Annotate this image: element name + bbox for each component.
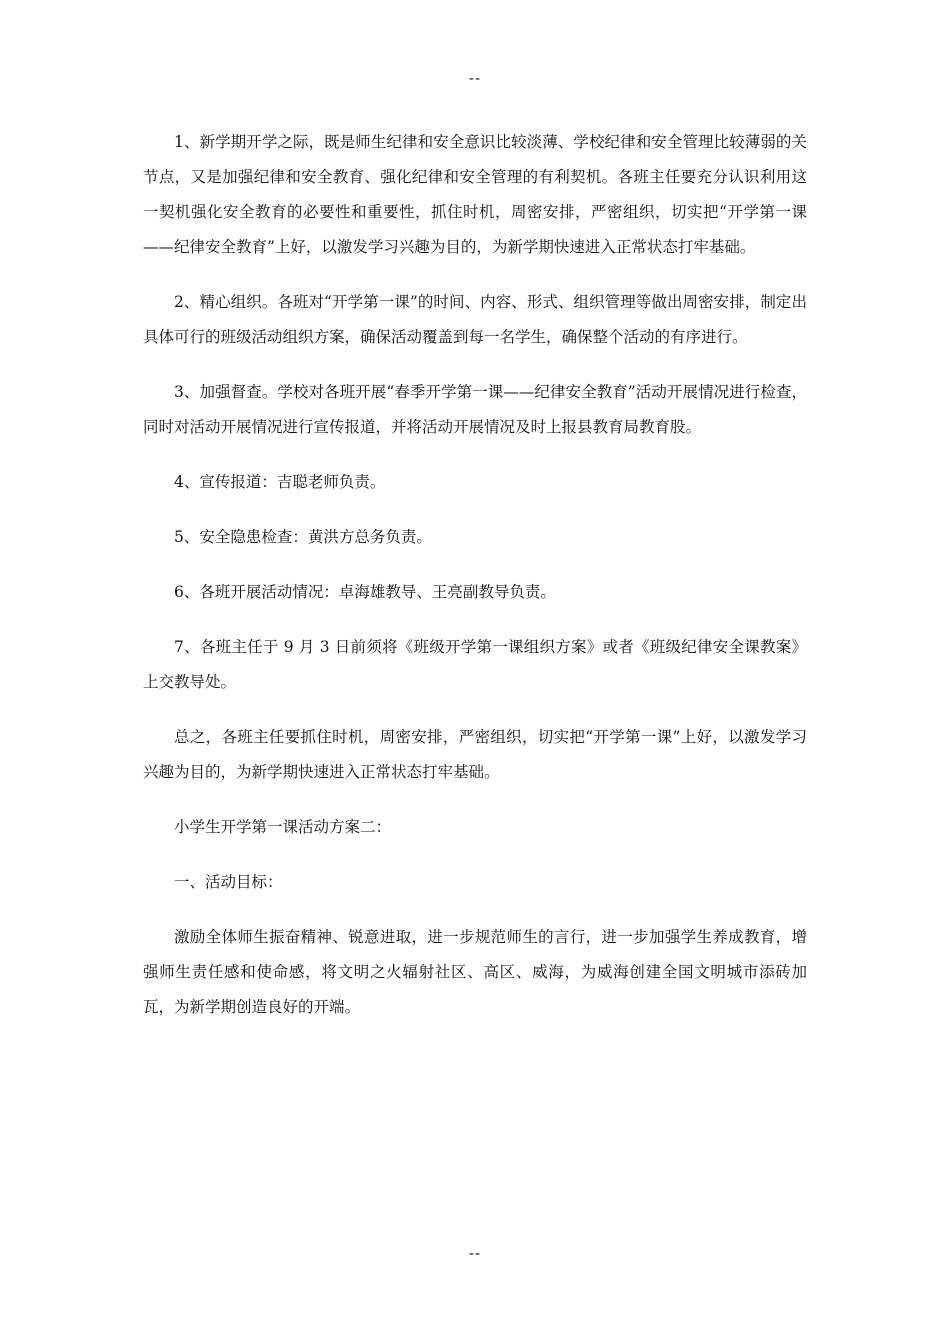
- subheading-activity-goals: 一、活动目标：: [174, 873, 283, 891]
- paragraph-item-7: 7、各班主任于 9 月 3 日前须将《班级开学第一课组织方案》或者《班级纪律安全课教案》上交教导处。: [143, 638, 807, 691]
- paragraph-item-2: 2、精心组织。各班对“开学第一课”的时间、内容、形式、组织管理等做出周密安排，制定出具体可行的班级活动组织方案，确保活动覆盖到每一名学生，确保整个活动的有序进行。: [143, 293, 807, 346]
- paragraph-item-3: 3、加强督查。学校对各班开展“春季开学第一课——纪律安全教育”活动开展情况进行检查，同时对活动开展情况进行宣传报道，并将活动开展情况及时上报县教育局教育股。: [143, 383, 807, 436]
- paragraph-item-4: 4、宣传报道：吉聪老师负责。: [174, 473, 386, 491]
- section-heading-plan-two: 小学生开学第一课活动方案二：: [174, 818, 392, 836]
- page-bottom-marker: --: [468, 1244, 482, 1262]
- paragraph-item-1: 1、新学期开学之际，既是师生纪律和安全意识比较淡薄、学校纪律和安全管理比较薄弱的关节点，又是加强纪律和安全教育、强化纪律和安全管理的有利契机。各班主任要充分认识利用这一契机强化安全教育的必要性和重要性，抓住时机，周密安排，严密组织，切实把“开学第一课——纪律安全教育”上好，以激发学习兴趣为目的，为新学期快速进入正常状态打牢基础。: [143, 133, 807, 256]
- goals-paragraph: 激励全体师生振奋精神、锐意进取，进一步规范师生的言行，进一步加强学生养成教育，增强师生责任感和使命感，将文明之火辐射社区、高区、威海，为威海创建全国文明城市添砖加瓦，为新学期创造良好的开端。: [143, 928, 807, 1016]
- paragraph-item-5: 5、安全隐患检查：黄洪方总务负责。: [174, 528, 432, 546]
- summary-paragraph: 总之，各班主任要抓住时机，周密安排，严密组织，切实把“开学第一课”上好，以激发学习兴趣为目的，为新学期快速进入正常状态打牢基础。: [143, 728, 807, 781]
- page-top-marker: --: [468, 69, 482, 87]
- document-body: [143, 125, 807, 1045]
- paragraph-item-6: 6、各班开展活动情况：卓海雄教导、王亮副教导负责。: [174, 583, 556, 601]
